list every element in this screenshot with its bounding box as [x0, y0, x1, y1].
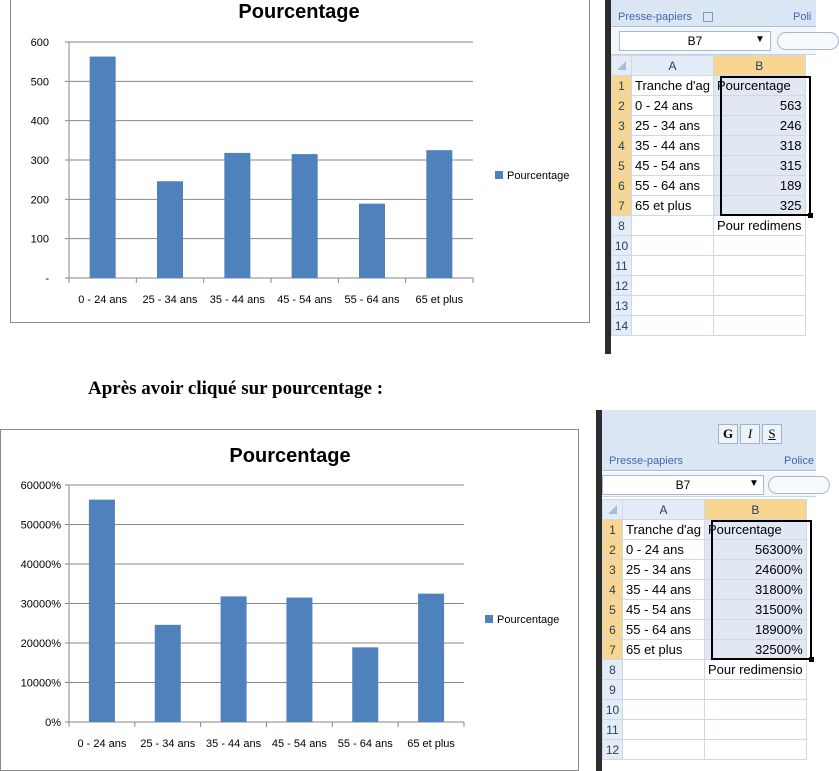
cell[interactable]: [632, 296, 714, 316]
ribbon-top: [611, 0, 816, 27]
cell[interactable]: 65 et plus: [632, 196, 714, 216]
cell[interactable]: [632, 236, 714, 256]
bar: [155, 625, 181, 722]
y-tick-label: 300: [30, 155, 49, 167]
clipboard-group-label: Presse-papiers: [618, 11, 692, 23]
table-row: [612, 316, 806, 336]
legend-swatch: [485, 615, 493, 623]
y-tick-label: 400: [30, 115, 49, 128]
cell[interactable]: 56300%: [705, 540, 807, 560]
bar: [292, 154, 318, 278]
row-header[interactable]: 10: [603, 700, 623, 720]
cell[interactable]: [714, 236, 806, 256]
y-tick-label: 500: [30, 76, 49, 89]
row-header[interactable]: 7: [603, 640, 623, 660]
row-header[interactable]: 8: [603, 660, 623, 680]
fill-handle[interactable]: [809, 657, 814, 662]
row-header[interactable]: 8: [612, 216, 632, 236]
cell[interactable]: 31500%: [705, 600, 807, 620]
table-row: [612, 216, 806, 236]
cell[interactable]: Pourcentage: [714, 76, 806, 96]
cell[interactable]: [714, 256, 806, 276]
spreadsheet-top: [605, 0, 816, 354]
cell[interactable]: 318: [714, 136, 806, 156]
row-header[interactable]: 13: [612, 296, 632, 316]
cell[interactable]: 0 - 24 ans: [623, 540, 705, 560]
bar: [89, 500, 115, 722]
x-tick-label: 55 - 64 ans: [344, 294, 400, 306]
table-row: [603, 700, 807, 720]
name-box[interactable]: B7: [619, 31, 771, 51]
bar: [426, 150, 452, 278]
spreadsheet-bottom: [596, 410, 816, 771]
chevron-down-icon[interactable]: ▼: [755, 34, 765, 45]
cell[interactable]: [714, 296, 806, 316]
row-header[interactable]: 2: [612, 96, 632, 116]
legend-label: Pourcentage: [497, 614, 560, 626]
row-header[interactable]: 5: [612, 156, 632, 176]
cell[interactable]: [623, 700, 705, 720]
chart-bottom-svg: [1, 430, 578, 770]
row-header[interactable]: 12: [603, 740, 623, 760]
cell[interactable]: [623, 740, 705, 760]
select-all-corner[interactable]: [603, 500, 623, 520]
x-tick-label: 55 - 64 ans: [337, 738, 393, 750]
italic-button[interactable]: I: [740, 424, 760, 444]
y-tick-label: 600: [30, 37, 49, 49]
table-row: [612, 276, 806, 296]
bar: [224, 153, 250, 278]
cell[interactable]: [705, 740, 807, 760]
x-tick-label: 0 - 24 ans: [78, 294, 128, 306]
row-header[interactable]: 1: [603, 520, 623, 540]
cell[interactable]: 55 - 64 ans: [623, 620, 705, 640]
cell[interactable]: [705, 720, 807, 740]
bar: [418, 594, 444, 722]
row-header[interactable]: 14: [612, 316, 632, 336]
table-row: [612, 256, 806, 276]
cell[interactable]: 0 - 24 ans: [632, 96, 714, 116]
clipboard-group-label: Presse-papiers: [609, 455, 683, 467]
row-header[interactable]: 12: [612, 276, 632, 296]
y-tick-label: 20000%: [20, 638, 61, 650]
cell[interactable]: Pour redimens: [714, 216, 806, 236]
selection-outline: [711, 520, 813, 660]
legend-label: Pourcentage: [507, 170, 570, 182]
row-header[interactable]: 5: [603, 600, 623, 620]
cell[interactable]: Tranche d'ag: [623, 520, 705, 540]
x-tick-label: 0 - 24 ans: [77, 738, 127, 750]
column-header[interactable]: B: [714, 56, 806, 76]
row-header[interactable]: 2: [603, 540, 623, 560]
row-header[interactable]: 3: [612, 116, 632, 136]
cell[interactable]: [632, 276, 714, 296]
formula-expand-button[interactable]: [768, 476, 830, 494]
cell[interactable]: 25 - 34 ans: [632, 116, 714, 136]
cell[interactable]: [714, 316, 806, 336]
cell[interactable]: [705, 700, 807, 720]
cell[interactable]: 315: [714, 156, 806, 176]
cell[interactable]: 45 - 54 ans: [632, 156, 714, 176]
column-header[interactable]: A: [632, 56, 714, 76]
chart-top-svg: [11, 0, 589, 322]
dialog-launcher-icon[interactable]: [703, 12, 713, 22]
cell[interactable]: Pourcentage: [705, 520, 807, 540]
cell[interactable]: 563: [714, 96, 806, 116]
x-tick-label: 35 - 44 ans: [206, 738, 262, 750]
y-tick-label: 30000%: [20, 598, 61, 611]
chart-title: Pourcentage: [238, 1, 360, 23]
cell[interactable]: [705, 680, 807, 700]
cell[interactable]: 189: [714, 176, 806, 196]
chart-top[interactable]: [10, 0, 590, 323]
table-row: [612, 236, 806, 256]
select-all-corner[interactable]: [612, 56, 632, 76]
bar: [157, 181, 183, 278]
cell[interactable]: 35 - 44 ans: [623, 580, 705, 600]
cell[interactable]: 24600%: [705, 560, 807, 580]
cell[interactable]: 55 - 64 ans: [632, 176, 714, 196]
y-tick-label: 100: [30, 233, 49, 246]
cell[interactable]: [623, 720, 705, 740]
table-row: [603, 740, 807, 760]
row-header[interactable]: 3: [603, 560, 623, 580]
row-header[interactable]: 9: [603, 680, 623, 700]
row-header[interactable]: 11: [612, 256, 632, 276]
column-header-row: [612, 56, 806, 76]
table-row: [603, 660, 807, 680]
cell[interactable]: 45 - 54 ans: [623, 600, 705, 620]
cell[interactable]: 65 et plus: [623, 640, 705, 660]
chart-title: Pourcentage: [229, 445, 351, 467]
row-header[interactable]: 6: [603, 620, 623, 640]
bold-button[interactable]: G: [718, 424, 738, 444]
font-group-label: Poli: [793, 11, 812, 23]
formula-expand-button[interactable]: [777, 32, 839, 50]
cell[interactable]: [632, 256, 714, 276]
row-header[interactable]: 4: [612, 136, 632, 156]
y-tick-label: -: [45, 273, 49, 285]
chart-bottom[interactable]: [0, 429, 579, 771]
y-tick-label: 50000%: [20, 519, 61, 532]
y-tick-label: 10000%: [20, 677, 61, 690]
cell[interactable]: 18900%: [705, 620, 807, 640]
chevron-down-icon[interactable]: ▼: [749, 478, 759, 489]
x-tick-label: 65 et plus: [407, 738, 455, 750]
column-header[interactable]: A: [623, 500, 705, 520]
x-tick-label: 45 - 54 ans: [271, 738, 327, 750]
cell[interactable]: Pour redimensio: [705, 660, 807, 680]
bar: [352, 647, 378, 722]
cell[interactable]: Tranche d'ag: [632, 76, 714, 96]
x-tick-label: 35 - 44 ans: [209, 294, 265, 306]
cell[interactable]: 25 - 34 ans: [623, 560, 705, 580]
row-header[interactable]: 6: [612, 176, 632, 196]
bar: [221, 596, 247, 722]
table-row: [603, 680, 807, 700]
x-tick-label: 65 et plus: [415, 294, 464, 306]
cell[interactable]: [632, 316, 714, 336]
cell[interactable]: [623, 680, 705, 700]
formula-bar-bottom: [602, 472, 816, 497]
row-header[interactable]: 7: [612, 196, 632, 216]
y-tick-label: 60000%: [20, 480, 61, 492]
column-header[interactable]: B: [705, 500, 807, 520]
cell[interactable]: 32500%: [705, 640, 807, 660]
formula-bar-top: [611, 28, 816, 55]
table-row: [612, 296, 806, 316]
ribbon-bottom: [602, 410, 816, 471]
y-tick-label: 40000%: [20, 559, 61, 571]
bar: [286, 598, 312, 722]
font-group-label: Police: [784, 455, 814, 467]
row-header[interactable]: 4: [603, 580, 623, 600]
table-row: [603, 720, 807, 740]
x-tick-label: 25 - 34 ans: [142, 294, 198, 306]
underline-button[interactable]: S: [762, 424, 782, 444]
cell[interactable]: 35 - 44 ans: [632, 136, 714, 156]
x-tick-label: 25 - 34 ans: [140, 738, 196, 750]
name-box[interactable]: B7: [602, 475, 764, 495]
fill-handle[interactable]: [808, 213, 813, 218]
cell[interactable]: [632, 216, 714, 236]
x-tick-label: 45 - 54 ans: [277, 294, 333, 306]
row-header[interactable]: 11: [603, 720, 623, 740]
caption-text: Après avoir cliqué sur pourcentage :: [88, 378, 384, 399]
column-header-row: [603, 500, 807, 520]
row-header[interactable]: 10: [612, 236, 632, 256]
cell[interactable]: 31800%: [705, 580, 807, 600]
y-tick-label: 0%: [45, 717, 61, 729]
row-header[interactable]: 1: [612, 76, 632, 96]
y-tick-label: 200: [30, 194, 49, 207]
selection-outline: [720, 76, 812, 216]
legend-swatch: [495, 171, 503, 179]
cell[interactable]: 325: [714, 196, 806, 216]
bar: [359, 204, 385, 278]
bar: [90, 57, 116, 278]
cell[interactable]: 246: [714, 116, 806, 136]
cell[interactable]: [714, 276, 806, 296]
cell[interactable]: [623, 660, 705, 680]
